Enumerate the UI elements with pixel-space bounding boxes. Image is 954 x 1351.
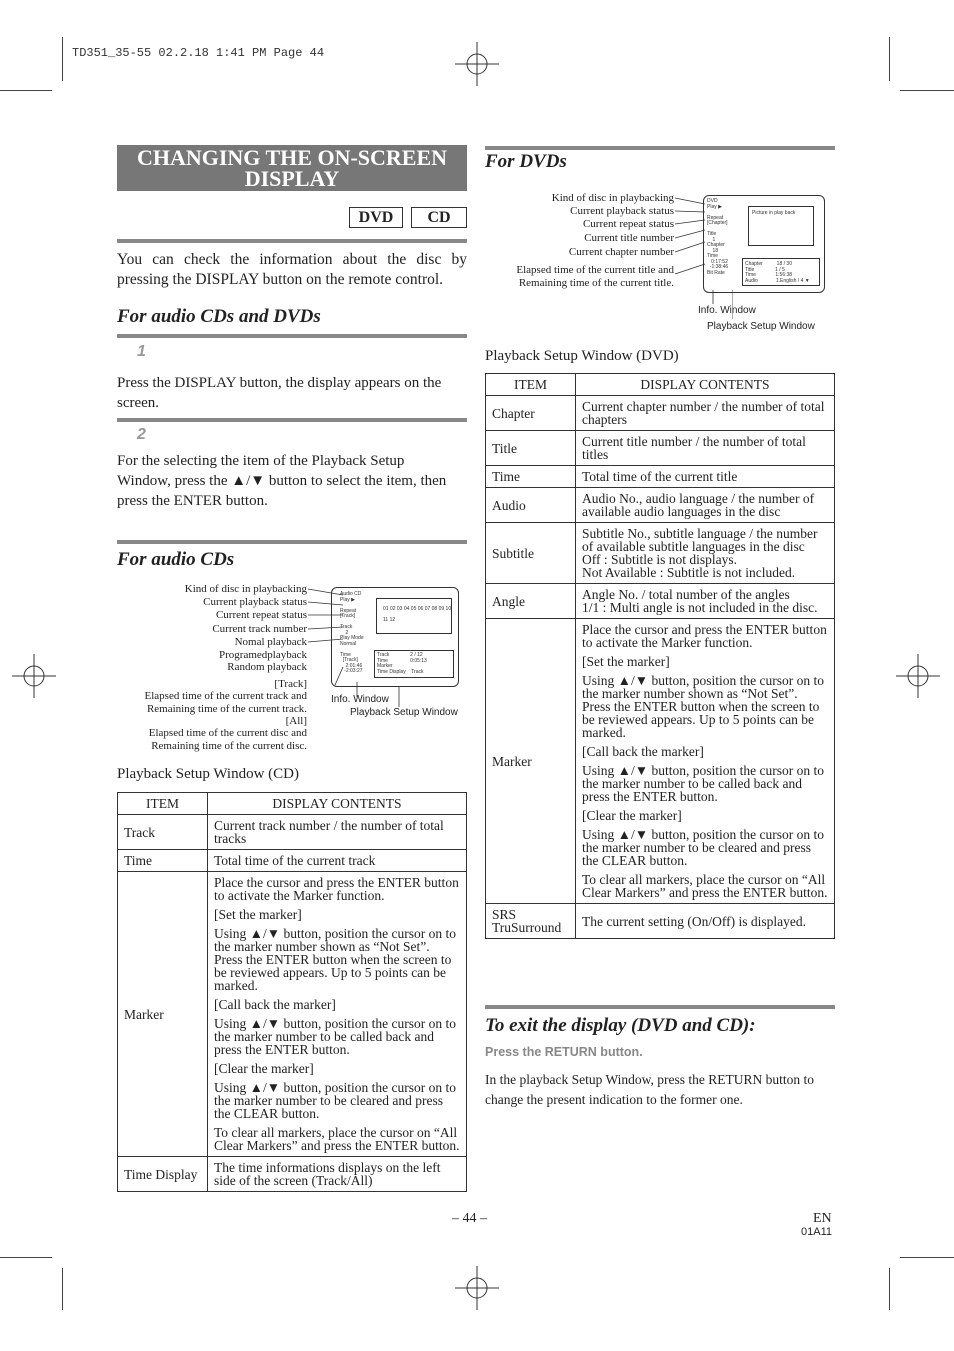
table-row — [118, 850, 467, 872]
intro-text: You can check the information about the disc by pressing the DISPLAY button on the remote control. — [117, 251, 467, 288]
content-paragraph: Audio No., audio language / the number of available audio languages in the disc — [582, 491, 815, 519]
cd-setup-table — [117, 792, 467, 1192]
table-row — [486, 396, 835, 431]
callout-label: Current playback status — [203, 596, 307, 608]
callout-lines — [673, 194, 733, 319]
setup-window-label: Playback Setup Window — [350, 707, 458, 718]
item-cell: Audio — [486, 488, 576, 523]
language-code: EN — [813, 1211, 832, 1226]
content-paragraph: To clear all markers, place the cursor on “All Clear Markers” and press the ENTER button. — [582, 872, 828, 900]
section-heading: For DVDs — [485, 151, 567, 172]
callout-label: Current track number — [212, 623, 307, 635]
content-cell — [208, 815, 467, 850]
table-row — [118, 1157, 467, 1192]
table-row — [486, 488, 835, 523]
callout-label: Elapsed time of the current title and — [516, 264, 674, 276]
setup-window-text: Chapter 18 / 30 Title 1 / 5 Time 1:56:38 Audio 1.English / 4 ▼ — [745, 261, 810, 284]
table-row — [486, 523, 835, 584]
title-line: CHANGING THE ON-SCREEN — [136, 145, 448, 170]
crop-mark — [0, 1257, 52, 1258]
content-paragraph: [Set the marker] — [582, 654, 670, 669]
callout-label: Current playback status — [570, 205, 674, 217]
dvd-badge: DVD — [349, 207, 403, 228]
document-code: 01A11 — [801, 1226, 832, 1238]
info-window-label: Info. Window — [331, 694, 389, 705]
divider — [117, 239, 467, 243]
table-row — [486, 619, 835, 904]
content-paragraph: Using ▲/▼ button, position the cursor on to the marker number shown as “Not Set”. Press the ENTER button when the screen to be reviewed appears. Up to 5 points can be marked. — [214, 926, 456, 993]
callout-label: Nomal playback — [234, 636, 307, 648]
item-cell: Chapter — [486, 396, 576, 431]
content-paragraph: Place the cursor and press the ENTER button to activate the Marker function. — [582, 622, 827, 650]
section-heading: For audio CDs and DVDs — [117, 306, 321, 327]
divider — [117, 540, 467, 544]
content-cell — [208, 1157, 467, 1192]
registration-mark-icon — [12, 654, 56, 698]
item-cell: Time — [486, 466, 576, 488]
crop-mark — [62, 37, 63, 81]
content-paragraph: Angle No. / total number of the angles 1/1 : Multi angle is not included in the disc. — [582, 587, 818, 615]
content-paragraph: Current chapter number / the number of total chapters — [582, 399, 825, 427]
table-caption: Playback Setup Window (CD) — [117, 766, 300, 782]
table-row — [118, 872, 467, 1157]
track-grid: 01 02 03 04 05 06 07 08 09 10 11 12 — [383, 606, 452, 623]
step-label: Press the RETURN button. — [485, 1045, 643, 1059]
section-heading: For audio CDs — [117, 549, 235, 570]
table-row — [486, 431, 835, 466]
callout-label: Elapsed time of the current track and — [144, 690, 307, 702]
content-paragraph: [Clear the marker] — [214, 1061, 314, 1076]
crop-mark — [900, 90, 954, 91]
content-cell — [576, 396, 835, 431]
callout-label: [Track] — [274, 678, 307, 690]
item-cell: Marker — [486, 619, 576, 904]
table-row — [118, 815, 467, 850]
content-paragraph: To clear all markers, place the cursor on “All Clear Markers” and press the ENTER button. — [214, 1125, 460, 1153]
callout-label: Random playback — [227, 661, 307, 673]
table-caption: Playback Setup Window (DVD) — [485, 348, 679, 364]
info-window-text: Audio CD Play ▶ Repeat [Track] Track 2 Play Mode Normal Time [Track] 2:01:46 -2:03:27 — [340, 591, 364, 674]
content-paragraph: [Set the marker] — [214, 907, 302, 922]
info-window-label: Info. Window — [698, 305, 756, 316]
content-cell — [576, 431, 835, 466]
callout-label: Elapsed time of the current disc and — [148, 727, 307, 739]
content-paragraph: Using ▲/▼ button, position the cursor on to the marker number to be called back and press the ENTER button. — [582, 763, 824, 804]
crop-mark — [62, 1268, 63, 1310]
content-paragraph: [Call back the marker] — [582, 744, 704, 759]
content-paragraph: [Call back the marker] — [214, 997, 336, 1012]
callout-label: Remaining time of the current disc. — [151, 740, 307, 752]
table-row — [486, 584, 835, 619]
picture-box — [748, 206, 814, 246]
title-line: DISPLAY — [244, 166, 340, 191]
column-header: DISPLAY CONTENTS — [576, 374, 835, 396]
column-header: ITEM — [486, 374, 576, 396]
setup-window-label: Playback Setup Window — [707, 321, 815, 332]
content-cell — [576, 466, 835, 488]
step-number: 2 — [137, 426, 146, 443]
column-header: DISPLAY CONTENTS — [208, 793, 467, 815]
crop-mark — [889, 1268, 890, 1310]
content-cell — [208, 872, 467, 1157]
divider — [485, 146, 835, 150]
setup-window-box — [742, 258, 820, 286]
crop-mark — [900, 1257, 954, 1258]
callout-label: Programedplayback — [219, 649, 307, 661]
content-cell — [576, 488, 835, 523]
registration-mark-icon — [455, 1266, 499, 1310]
divider — [117, 334, 467, 338]
callout-label: Remaining time of the current track. — [146, 703, 307, 715]
item-cell: Marker — [118, 872, 208, 1157]
callout-label: Current title number — [584, 232, 674, 244]
callout-label: Kind of disc in playbacking — [551, 192, 674, 204]
item-cell: Track — [118, 815, 208, 850]
content-paragraph: Current track number / the number of total tracks — [214, 818, 444, 846]
section-heading: To exit the display (DVD and CD): — [485, 1015, 756, 1036]
item-cell: Title — [486, 431, 576, 466]
content-paragraph: Total time of the current track — [214, 853, 376, 868]
step-text: Press the DISPLAY button, the display appears on the screen. — [117, 375, 442, 411]
crop-mark — [889, 37, 890, 81]
column-header: ITEM — [118, 793, 208, 815]
item-cell: Time Display — [118, 1157, 208, 1192]
callout-label: Current repeat status — [582, 218, 674, 230]
picture-label: Picture in play back — [752, 210, 796, 216]
item-cell: Angle — [486, 584, 576, 619]
callout-label: Remaining time of the current title. — [518, 277, 674, 289]
content-paragraph: Current title number / the number of total titles — [582, 434, 806, 462]
item-cell: Time — [118, 850, 208, 872]
content-paragraph: Using ▲/▼ button, position the cursor on to the marker number to be cleared and press the CLEAR button. — [582, 827, 824, 868]
divider — [485, 1005, 835, 1009]
callout-label: [All] — [285, 715, 307, 727]
content-paragraph: Using ▲/▼ button, position the cursor on to the marker number to be cleared and press the CLEAR button. — [214, 1080, 456, 1121]
item-cell: SRS TruSurround — [486, 904, 576, 939]
page-number: – 44 – — [452, 1211, 487, 1226]
content-paragraph: Place the cursor and press the ENTER button to activate the Marker function. — [214, 875, 459, 903]
content-cell — [576, 904, 835, 939]
registration-mark-icon — [455, 42, 499, 86]
setup-window-text: Track 2 / 12 Time 0:05:13 Marker Time Display Track — [377, 652, 427, 675]
content-cell — [576, 619, 835, 904]
step-text: For the selecting the item of the Playback Setup Window, press the ▲/▼ button to select the item, then press the ENTER button. — [117, 453, 447, 509]
content-paragraph: [Clear the marker] — [582, 808, 682, 823]
print-header: TD351_35-55 02.2.18 1:41 PM Page 44 — [72, 46, 325, 60]
info-window-text: DVD Play ▶ Repeat [Chapter] Title 1 Chapter 18 Time 0:17:52 -1:38:46 Bit Rate — [707, 198, 729, 276]
page-title — [117, 145, 467, 191]
content-cell — [208, 850, 467, 872]
exit-text: In the playback Setup Window, press the RETURN button to change the present indication to the former one. — [485, 1072, 815, 1107]
table-row — [486, 904, 835, 939]
content-paragraph: The current setting (On/Off) is displayed. — [582, 913, 806, 929]
content-paragraph: Total time of the current title — [582, 469, 738, 484]
content-paragraph: Subtitle No., subtitle language / the number of available subtitle languages in the disc Off : Subtitle is not displays. Not Available : Subtitle is not included. — [582, 526, 818, 580]
divider — [117, 418, 467, 422]
step-number: 1 — [137, 343, 146, 360]
callout-label: Current chapter number — [568, 246, 674, 258]
content-cell — [576, 523, 835, 584]
callout-label: Current repeat status — [215, 609, 307, 621]
callout-label: Kind of disc in playbacking — [184, 583, 307, 595]
content-paragraph: The time informations displays on the left side of the screen (Track/All) — [214, 1160, 441, 1188]
crop-mark — [0, 90, 52, 91]
cd-badge: CD — [411, 207, 467, 228]
dvd-setup-table — [485, 373, 835, 939]
item-cell: Subtitle — [486, 523, 576, 584]
table-row — [486, 466, 835, 488]
registration-mark-icon — [896, 654, 940, 698]
content-paragraph: Using ▲/▼ button, position the cursor on to the marker number to be called back and press the ENTER button. — [214, 1016, 456, 1057]
content-paragraph: Using ▲/▼ button, position the cursor on to the marker number shown as “Not Set”. Press the ENTER button when the screen to be reviewed appears. Up to 5 points can be marked. — [582, 673, 824, 740]
content-cell — [576, 584, 835, 619]
